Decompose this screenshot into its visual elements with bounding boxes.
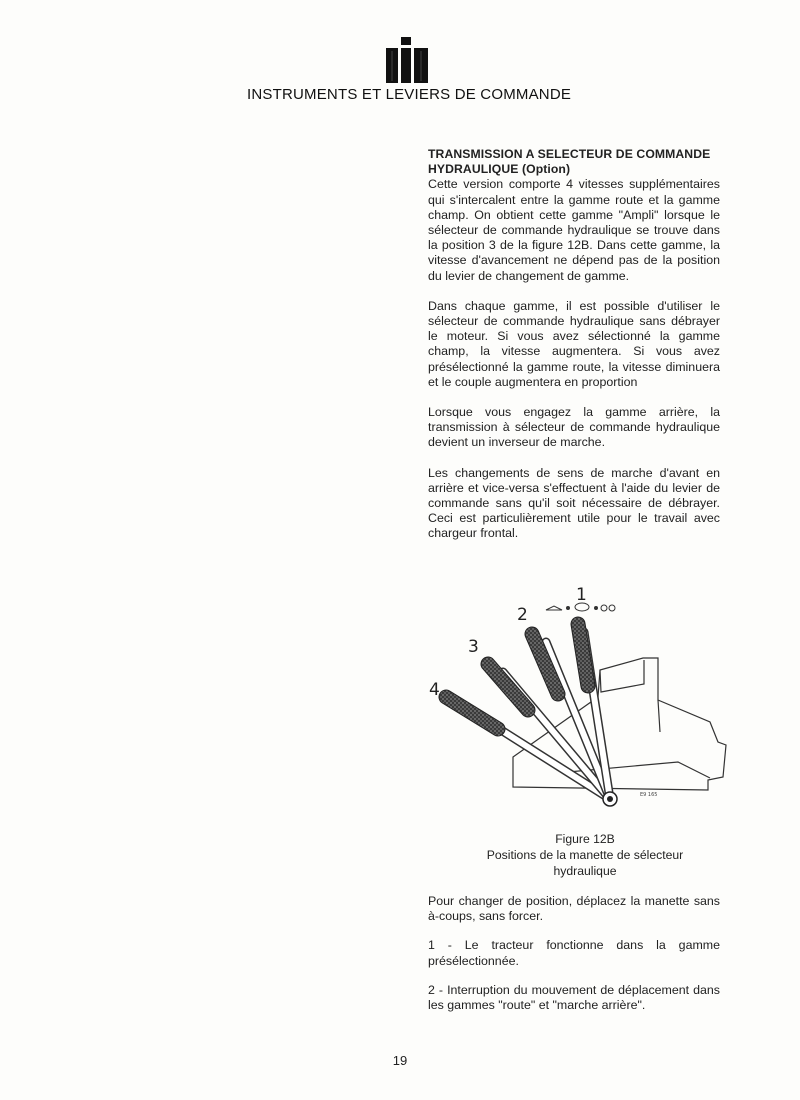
label-3: 3 xyxy=(468,637,479,657)
page-number: 19 xyxy=(392,1053,408,1068)
section-title: INSTRUMENTS ET LEVIERS DE COMMANDE xyxy=(247,86,572,103)
paragraph-ampli: Cette version comporte 4 vitesses supplémentaires qui s'intercalent entre la gamme route et la gamme champ. On obtient cette gamme "Ampli" lorsque le sélecteur de commande hydraulique se trouve dans la position 3 de la figure 12B. Dans cette gamme, la vitesse d'avancement ne dépend pas de la position du levier de changement de gamme. xyxy=(428,177,720,283)
section-heading: TRANSMISSION A SELECTEUR DE COMMANDE HYDRAULIQUE (Option) xyxy=(428,147,711,177)
list-item-2: 2 - Interruption du mouvement de déplacement dans les gammes "route" et "marche arrière". xyxy=(428,982,720,1013)
ih-logo-icon xyxy=(384,37,430,83)
text-column-upper xyxy=(428,147,720,542)
paragraph-reverse: Lorsque vous engagez la gamme arrière, la transmission à sélecteur de commande hydraulique devient un inverseur de marche. xyxy=(428,405,720,450)
label-2: 2 xyxy=(517,605,528,625)
paragraph-direction-change: Les changements de sens de marche d'avant en arrière et vice-versa s'effectuent à l'aide du levier de commande sans qu'il soit nécessaire de débrayer. Ceci est particulièrement utile pour le travail avec chargeur frontal. xyxy=(428,465,720,541)
paragraph-range-usage: Dans chaque gamme, il est possible d'utiliser le sélecteur de commande hydraulique sans débrayer le moteur. Si vous avez sélectionné la gamme champ, la vitesse augmentera. Si vous avez présélectionné la gamme route, la vitesse diminuera et le couple augmentera en proportion xyxy=(428,298,720,389)
figure-ref-code: E9 165 xyxy=(640,792,658,798)
caption-description: Positions de la manette de sélecteur hydraulique xyxy=(486,848,684,878)
lever-positions-figure xyxy=(418,582,730,832)
label-1: 1 xyxy=(576,585,587,605)
figure-caption xyxy=(440,831,730,879)
paragraph-change-position: Pour changer de position, déplacez la manette sans à-coups, sans forcer. xyxy=(428,894,720,924)
list-item-1: 1 - Le tracteur fonctionne dans la gamme présélectionnée. xyxy=(428,938,720,968)
caption-figure-number: Figure 12B xyxy=(555,832,615,846)
text-column-lower xyxy=(428,894,720,1027)
label-4: 4 xyxy=(429,680,440,700)
